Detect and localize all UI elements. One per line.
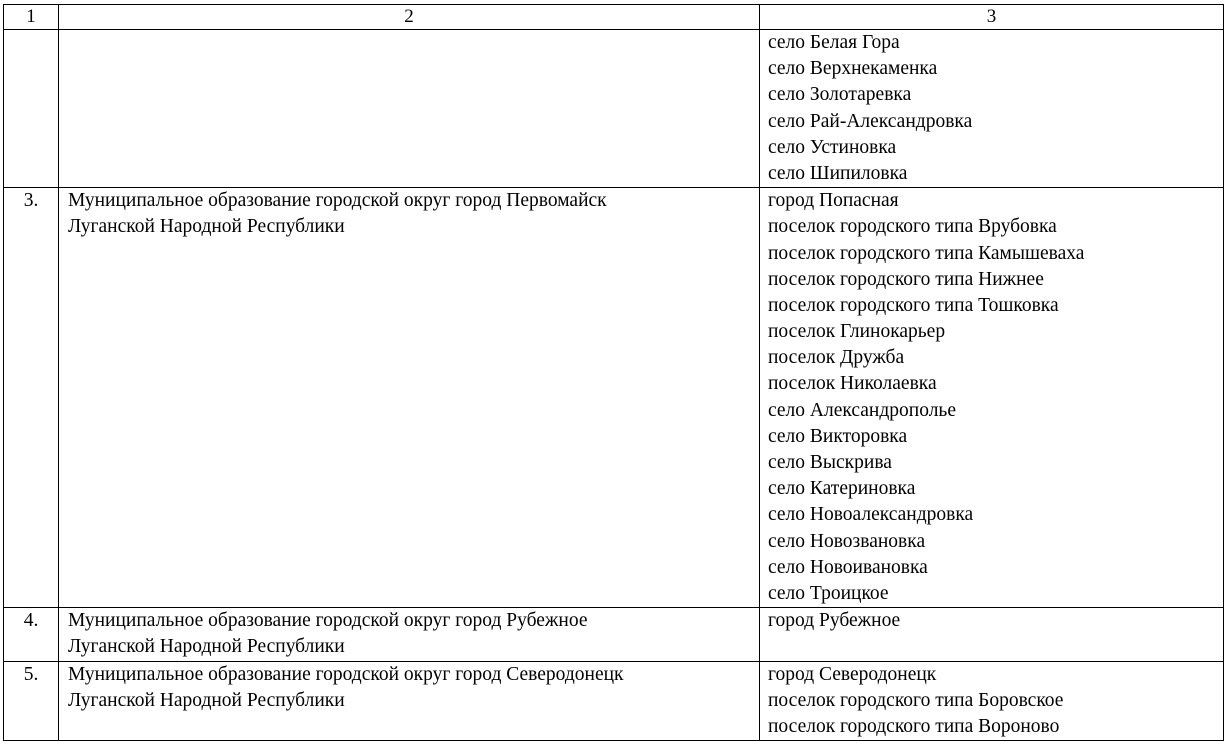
- settlement-item: село Золотаревка: [768, 84, 912, 106]
- table-row: [4, 188, 1224, 608]
- municipality-name-cell: [59, 661, 760, 741]
- settlement-item: село Новоалександровка: [768, 504, 974, 526]
- municipality-name-line: Муниципальное образование городской округ город Северодонецк: [68, 663, 624, 685]
- column-number-header-row: [4, 5, 1224, 30]
- municipality-name-cell: [59, 608, 760, 661]
- column-number-2: 2: [59, 5, 760, 30]
- row-number-cell: [4, 30, 59, 188]
- settlement-item: поселок Глинокарьер: [768, 321, 946, 343]
- settlement-item: поселок Николаевка: [768, 373, 937, 395]
- settlement-item: поселок Дружба: [768, 347, 905, 369]
- row-number-cell: [4, 661, 59, 741]
- settlement-item: город Рубежное: [768, 610, 901, 632]
- settlement-item: село Белая Гора: [768, 32, 900, 53]
- settlement-item: село Верхнекаменка: [768, 58, 938, 80]
- municipality-name-cell: [59, 188, 760, 608]
- municipality-name-line: Луганской Народной Республики: [68, 689, 345, 711]
- column-number-3: 3: [760, 5, 1224, 30]
- municipality-name-line: Муниципальное образование городской округ город Рубежное: [68, 610, 588, 632]
- settlement-item: село Устиновка: [768, 136, 897, 158]
- settlement-item: село Троицкое: [768, 582, 889, 604]
- settlement-item: село Шипиловка: [768, 162, 908, 184]
- column-number-1: 1: [4, 5, 59, 30]
- row-number-cell: [4, 188, 59, 608]
- row-number: 3.: [23, 190, 39, 212]
- row-number-cell: [4, 608, 59, 661]
- settlement-item: село Новозвановка: [768, 530, 926, 552]
- municipality-name-cell: [59, 30, 760, 188]
- settlement-item: поселок городского типа Нижнее: [768, 268, 1044, 290]
- settlement-item: поселок городского типа Вороново: [768, 715, 1060, 737]
- row-number: 4.: [23, 610, 39, 632]
- table-row: [4, 30, 1224, 188]
- settlements-cell: [760, 661, 1224, 741]
- settlements-table: [3, 4, 1224, 741]
- settlement-item: поселок городского типа Боровское: [768, 689, 1064, 711]
- row-number: 5.: [23, 663, 39, 685]
- settlement-item: город Северодонецк: [768, 663, 937, 685]
- table-row: [4, 608, 1224, 661]
- municipality-name-line: Луганской Народной Республики: [68, 636, 345, 658]
- settlement-item: село Викторовка: [768, 425, 908, 447]
- settlement-item: город Попасная: [768, 190, 899, 212]
- settlement-item: поселок городского типа Камышеваха: [768, 242, 1085, 264]
- municipality-name-line: Луганской Народной Республики: [68, 216, 345, 238]
- settlement-item: поселок городского типа Врубовка: [768, 216, 1057, 238]
- municipality-name-line: Муниципальное образование городской округ город Первомайск: [68, 190, 607, 212]
- settlement-item: село Александрополье: [768, 399, 956, 421]
- settlement-item: село Новоивановка: [768, 556, 928, 578]
- table-row: [4, 661, 1224, 741]
- settlements-cell: [760, 188, 1224, 608]
- settlement-item: село Выскрива: [768, 452, 892, 473]
- settlements-cell: [760, 608, 1224, 661]
- settlement-item: село Катериновка: [768, 478, 916, 500]
- settlement-item: село Рай-Александровка: [768, 110, 973, 132]
- settlements-cell: [760, 30, 1224, 188]
- settlement-item: поселок городского типа Тошковка: [768, 294, 1059, 316]
